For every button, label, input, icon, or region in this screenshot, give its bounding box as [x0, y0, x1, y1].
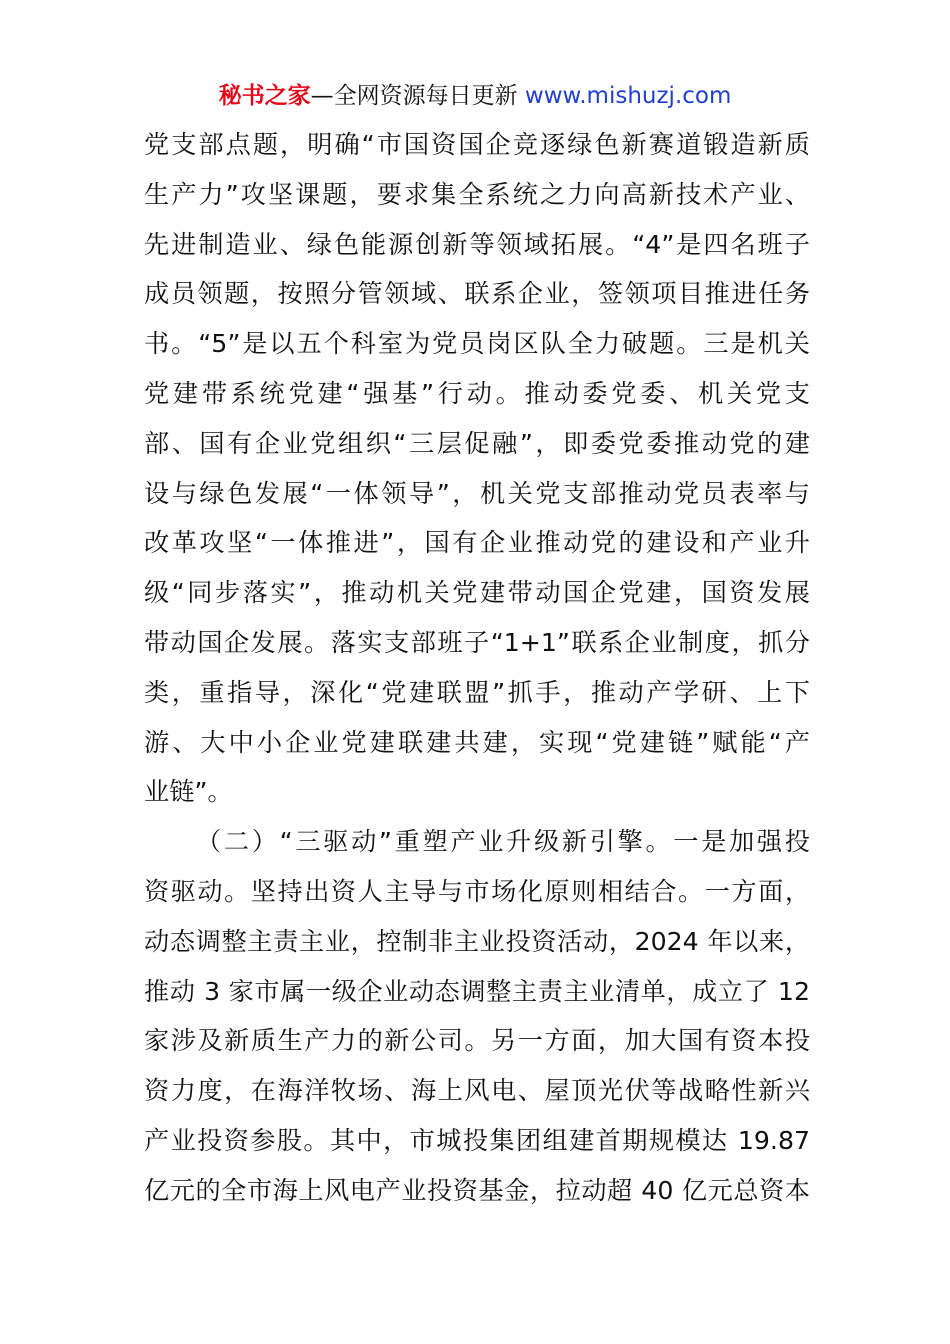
site-link[interactable]: www.mishuzj.com — [517, 83, 732, 109]
page-header — [0, 78, 950, 114]
text-line: 资力度，在海洋牧场、海上风电、屋顶光伏等战略性新兴 — [144, 1076, 810, 1106]
text-line: 带动国企发展。落实支部班子“1+1”联系企业制度，抓分 — [144, 627, 810, 657]
text-line: 党建带系统党建“强基”行动。推动委党委、机关党支 — [144, 378, 810, 408]
text-line: 生产力”攻坚课题，要求集全系统之力向高新技术产业、 — [144, 179, 810, 209]
text-line: 级“同步落实”，推动机关党建带动国企党建，国资发展 — [144, 578, 810, 608]
text-line: 部、国有企业党组织“三层促融”，即委党委推动党的建 — [144, 428, 810, 458]
text-line: 先进制造业、绿色能源创新等领域拓展。“4”是四名班子 — [144, 229, 810, 259]
text-line: 资驱动。坚持出资人主导与市场化原则相结合。一方面， — [144, 876, 810, 906]
text-line: 游、大中小企业党建联建共建，实现“党建链”赋能“产 — [144, 727, 810, 757]
text-line: 设与绿色发展“一体领导”，机关党支部推动党员表率与 — [144, 478, 810, 508]
text-line: 类，重指导，深化“党建联盟”抓手，推动产学研、上下 — [144, 677, 810, 707]
text-line-paragraph-end: 业链”。 — [144, 777, 233, 807]
text-line: 党支部点题，明确“市国资国企竞逐绿色新赛道锻造新质 — [144, 130, 810, 159]
text-line: 动态调整主责主业，控制非主业投资活动，2024 年以来， — [144, 926, 810, 956]
text-line: 改革攻坚“一体推进”，国有企业推动党的建设和产业升 — [144, 528, 810, 558]
text-line: 家涉及新质生产力的新公司。另一方面，加大国有资本投 — [144, 1026, 810, 1056]
brand-name: 秘书之家 — [218, 83, 311, 109]
text-line: 推动 3 家市属一级企业动态调整主责主业清单，成立了 12 — [144, 976, 810, 1006]
document-body — [144, 120, 810, 1216]
header-tagline: —全网资源每日更新 — [310, 83, 518, 109]
text-line: 成员领题，按照分管领域、联系企业，签领项目推进任务 — [144, 279, 810, 309]
text-line-section-heading: （二）“三驱动”重塑产业升级新引擎。一是加强投 — [196, 827, 810, 857]
text-line: 书。“5”是以五个科室为党员岗区队全力破题。三是机关 — [144, 329, 810, 359]
text-line: 亿元的全市海上风电产业投资基金，拉动超 40 亿元总资本 — [144, 1175, 810, 1205]
text-line: 产业投资参股。其中，市城投集团组建首期规模达 19.87 — [144, 1125, 810, 1155]
